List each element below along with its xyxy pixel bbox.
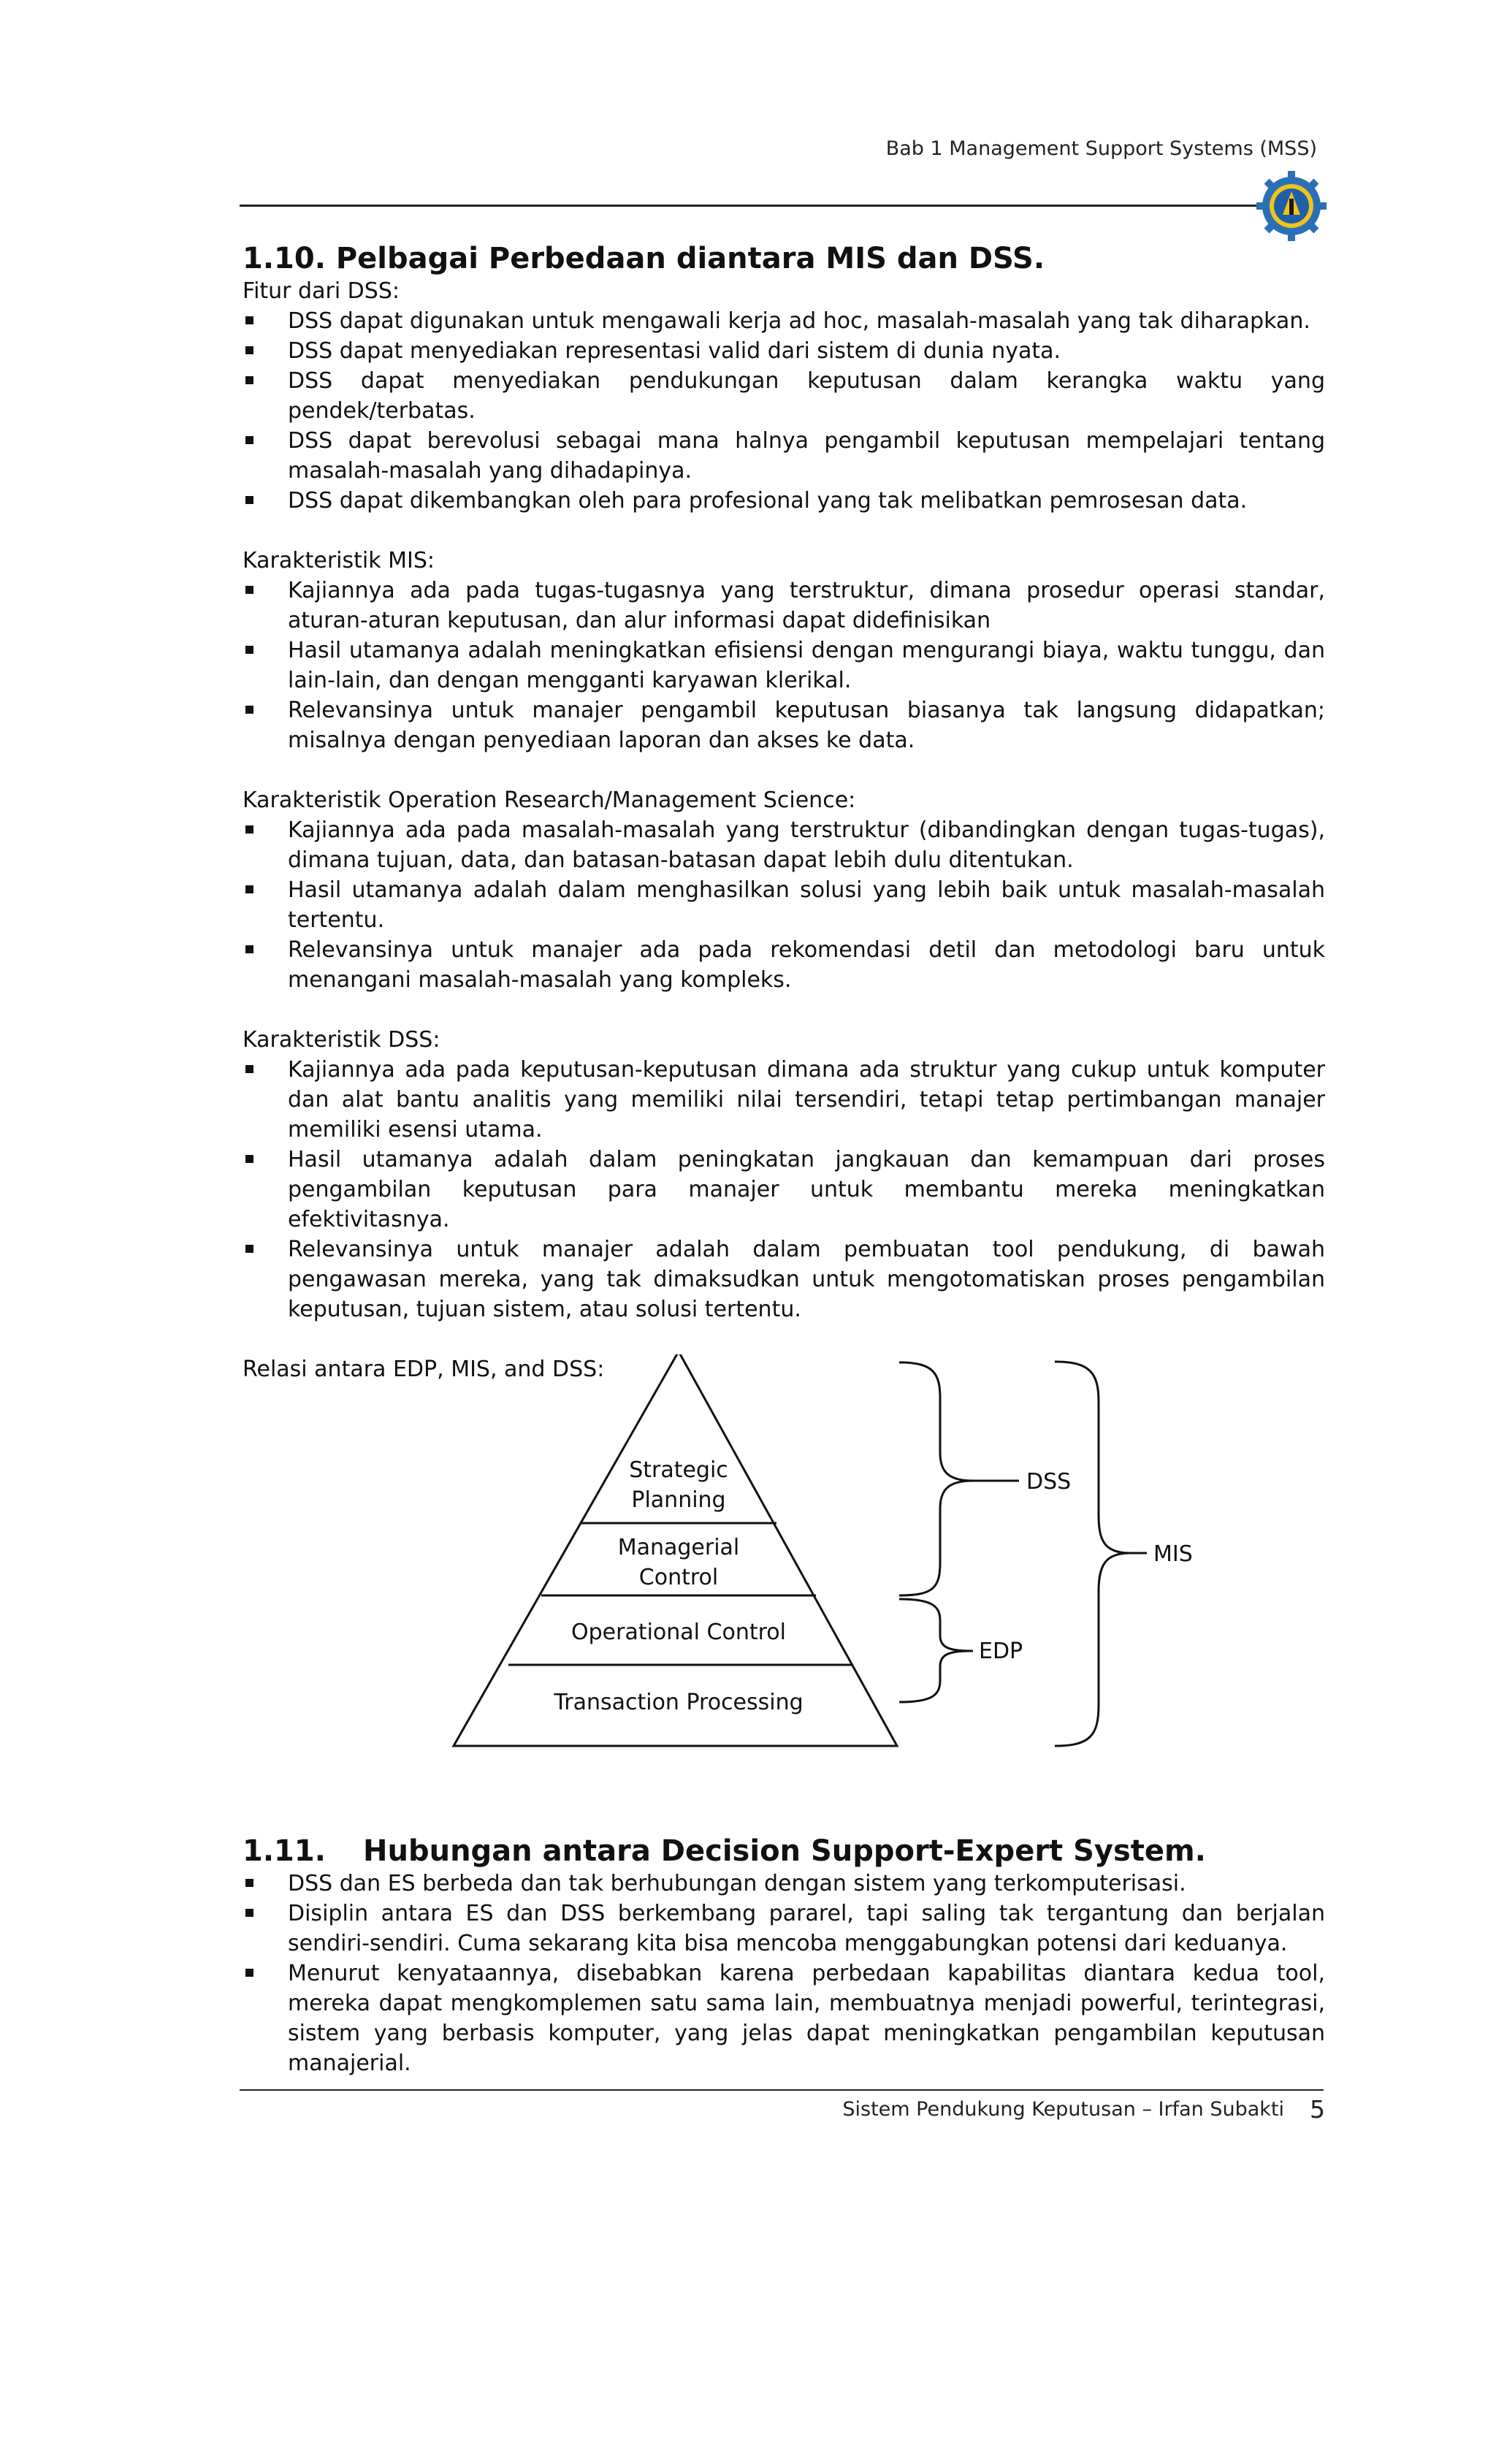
main-content [243,241,1325,2078]
mis-characteristics-heading: Karakteristik MIS: [243,548,435,573]
list-item: DSS dapat menyediakan pendukungan keputusan dalam kerangka waktu yang pendek/terbatas. [243,366,1325,426]
gear-icon [1256,171,1327,241]
mis-characteristics-list [243,576,1325,755]
list-item: Disiplin antara ES dan DSS berkembang pararel, tapi saling tak tergantung dan berjalan sendiri-sendiri. Cuma sekarang kita bisa mencoba menggabungkan potensi dari keduanya. [243,1899,1325,1958]
list-item: Relevansinya untuk manajer adalah dalam pembuatan tool pendukung, di bawah pengawasan mereka, yang tak dimaksudkan untuk mengotomatiskan proses pengambilan keputusan, tujuan sistem, atau solusi tertentu. [243,1235,1325,1324]
list-item: Kajiannya ada pada masalah-masalah yang terstruktur (dibandingkan dengan tugas-tugas), dimana tujuan, data, dan batasan-batasan dapat lebih dulu ditentukan. [243,815,1325,875]
section-1-number: 1.10. [243,242,326,275]
diagram-caption: Relasi antara EDP, MIS, and DSS: [243,1357,605,1382]
dss-bracket-label: DSS [1026,1469,1072,1495]
managerial-control-label-line1: Managerial [617,1535,740,1560]
list-item: Hasil utamanya adalah dalam menghasilkan solusi yang lebih baik untuk masalah-masalah tertentu. [243,875,1325,935]
dss-features-list [243,306,1325,516]
list-item: DSS dan ES berbeda dan tak berhubungan dengan sistem yang terkomputerisasi. [243,1869,1325,1899]
dss-features-heading: Fitur dari DSS: [243,278,400,304]
header-rule [240,205,1270,207]
page-number: 5 [1310,2095,1325,2124]
dss-characteristics-heading: Karakteristik DSS: [243,1027,440,1053]
list-item: DSS dapat berevolusi sebagai mana halnya pengambil keputusan mempelajari tentang masalah-masalah yang dihadapinya. [243,426,1325,486]
edp-bracket-label: EDP [979,1639,1023,1664]
or-ms-characteristics-heading: Karakteristik Operation Research/Management Science: [243,787,856,813]
list-item: DSS dapat dikembangkan oleh para profesional yang tak melibatkan pemrosesan data. [243,486,1325,516]
footer-text: Sistem Pendukung Keputusan – Irfan Subakti [842,2098,1284,2121]
managerial-control-label-line2: Control [638,1565,719,1590]
list-item: DSS dapat digunakan untuk mengawali kerja ad hoc, masalah-masalah yang tak diharapkan. [243,306,1325,336]
running-header: Bab 1 Management Support Systems (MSS) [885,137,1317,160]
list-item: Kajiannya ada pada tugas-tugasnya yang terstruktur, dimana prosedur operasi standar, aturan-aturan keputusan, dan alur informasi dapat didefinisikan [243,576,1325,636]
list-item: Menurut kenyataannya, disebabkan karena perbedaan kapabilitas diantara kedua tool, mereka dapat mengkomplemen satu sama lain, membuatnya menjadi powerful, terintegrasi, sistem yang berbasis komputer, yang jelas dapat meningkatkan pengambilan keputusan manajerial. [243,1958,1325,2078]
footer-rule [240,2089,1324,2091]
edp-bracket [899,1599,971,1702]
edp-mis-dss-diagram [243,1354,1325,1785]
list-item: Hasil utamanya adalah meningkatkan efisiensi dengan mengurangi biaya, waktu tunggu, dan lain-lain, dan dengan mengganti karyawan klerikal. [243,636,1325,695]
list-item: Hasil utamanya adalah dalam peningkatan jangkauan dan kemampuan dari proses pengambilan keputusan para manajer untuk membantu mereka meningkatkan efektivitasnya. [243,1145,1325,1235]
transaction-processing-label: Transaction Processing [554,1690,804,1715]
list-item: Relevansinya untuk manajer ada pada rekomendasi detil dan metodologi baru untuk menangani masalah-masalah yang kompleks. [243,935,1325,995]
or-ms-characteristics-list [243,815,1325,995]
operational-control-label: Operational Control [571,1620,786,1645]
strategic-planning-label-line1: Strategic [629,1457,728,1483]
list-item: Kajiannya ada pada keputusan-keputusan dimana ada struktur yang cukup untuk komputer dan alat bantu analitis yang memiliki nilai tersendiri, tetapi tetap pertimbangan manajer memiliki esensi utama. [243,1055,1325,1145]
pyramid-diagram [243,1354,1325,1785]
section-1-heading: Pelbagai Perbedaan diantara MIS dan DSS. [335,242,1045,275]
dss-es-relation-list [243,1869,1325,2078]
section-2-number: 1.11. [243,1834,326,1868]
section-2-title [243,1834,1325,1869]
strategic-planning-label-line2: Planning [631,1487,726,1513]
dss-characteristics-list [243,1055,1325,1324]
section-1-title [243,241,1325,276]
list-item: DSS dapat menyediakan representasi valid dari sistem di dunia nyata. [243,336,1325,366]
dss-bracket [899,1362,973,1595]
mis-bracket [1055,1362,1130,1746]
mis-bracket-label: MIS [1153,1541,1193,1567]
institution-logo [1255,169,1328,243]
section-2-heading: Hubungan antara Decision Support-Expert System. [363,1834,1206,1868]
list-item: Relevansinya untuk manajer pengambil keputusan biasanya tak langsung didapatkan; misalnya dengan penyediaan laporan dan akses ke data. [243,695,1325,755]
